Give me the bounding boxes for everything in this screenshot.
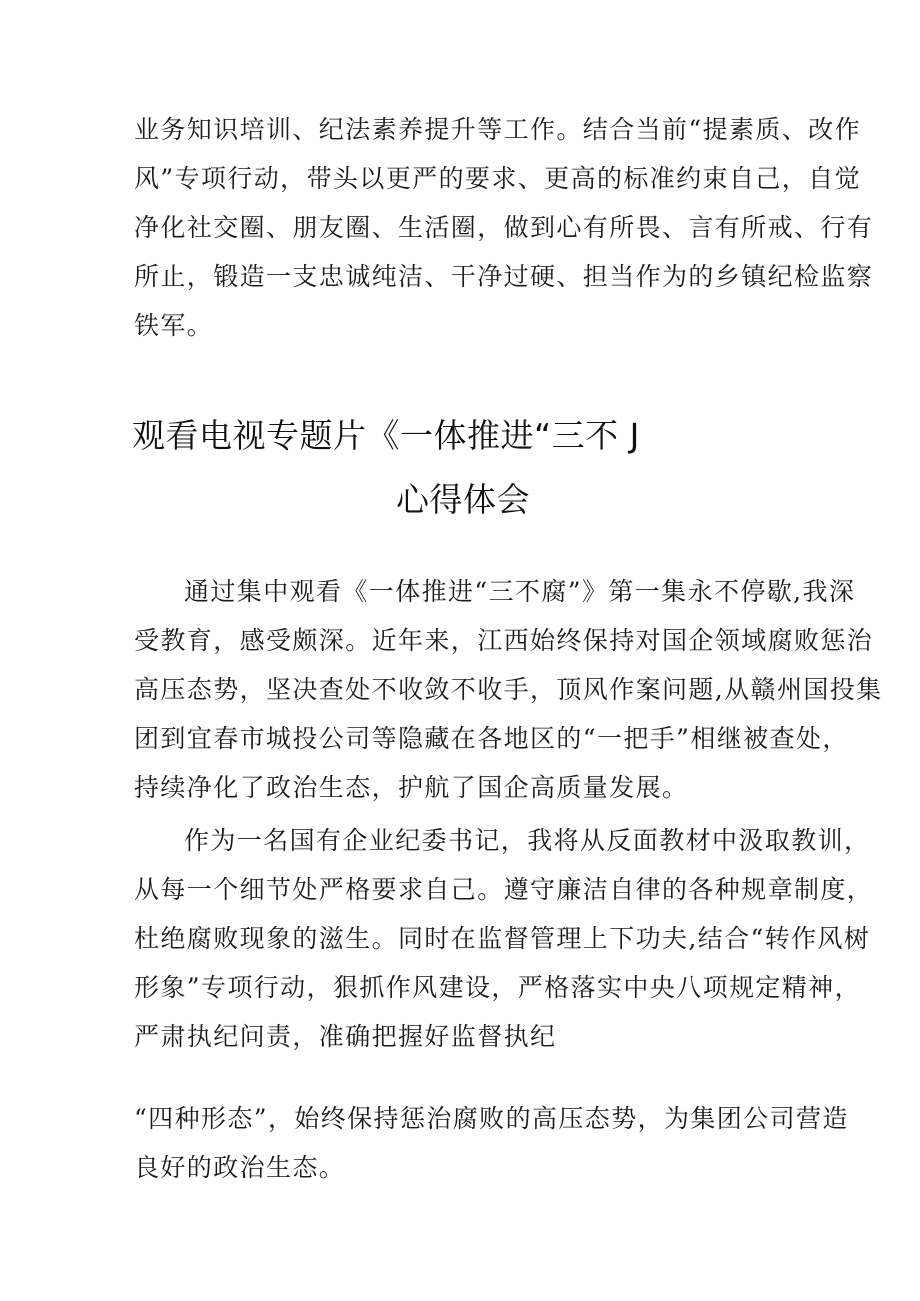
text-line: 净化社交圈、朋友圈、生活圈，做到心有所畏、言有所戒、行有 (134, 213, 874, 242)
text-line: 形象”专项行动，狠抓作风建设，严格落实中央八项规定精神， (134, 973, 861, 1002)
text-line: 业务知识培训、纪法素养提升等工作。结合当前“提素质、改作 (134, 115, 861, 144)
text-line: 杜绝腐败现象的滋生。同时在监督管理上下功夫,结合“转作风树 (134, 924, 871, 953)
text-line: 铁军。 (134, 311, 214, 340)
text-line: 通过集中观看《一体推进“三不腐”》第一集永不停歇,我深 (184, 577, 856, 606)
text-line: 持续净化了政治生态，护航了国企高质量发展。 (134, 773, 689, 802)
text-line: 受教育，感受颇深。近年来，江西始终保持对国企领域腐败惩治 (134, 626, 874, 655)
heading-line-2: 心得体会 (396, 480, 530, 519)
text-line: 高压态势，坚决查处不收敛不收手，顶风作案问题,从赣州国投集 (134, 675, 883, 704)
text-line: 风”专项行动，带头以更严的要求、更高的标准约束自己，自觉 (134, 164, 861, 193)
text-line: 严肃执纪问责，准确把握好监督执纪 (134, 1022, 557, 1051)
text-line: 所止，锻造一支忠诚纯洁、干净过硬、担当作为的乡镇纪检监察 (134, 262, 874, 291)
text-line: 团到宜春市城投公司等隐藏在各地区的“一把手”相继被查处， (134, 724, 849, 753)
text-line: 良好的政治生态。 (134, 1153, 346, 1182)
text-line: 作为一名国有企业纪委书记，我将从反面教材中汲取教训， (184, 826, 871, 855)
heading-line-1: 观看电视专题片《一体推进“三不 J (132, 416, 640, 455)
text-line: 从每一个细节处严格要求自己。遵守廉洁自律的各种规章制度， (134, 875, 874, 904)
text-line: “四种形态”，始终保持惩治腐败的高压态势，为集团公司营造 (134, 1104, 849, 1133)
